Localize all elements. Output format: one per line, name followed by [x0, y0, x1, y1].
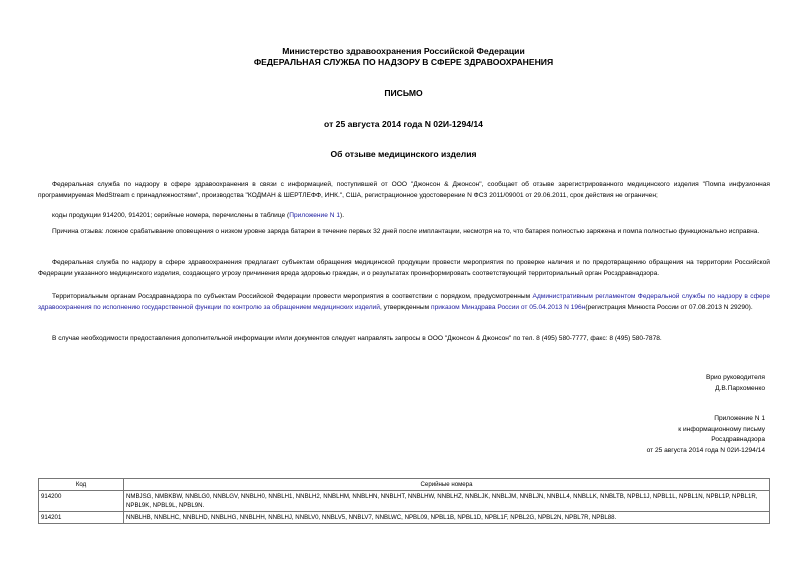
table-cell-serials: NMBJSG, NMBKBW, NNBLG0, NNBLGV, NNBLH0, NNBLH1, NNBLH2, NNBLHM, NNBLHN, NNBLHT, NNBLHW, NNBLHZ, NNBLJK, NNBLJM, NNBLJN, NNBLL4, NNBLLK, NNBLTB, NPBL1J, NPBL1L, NPBL1N, NPBL1P, NPBL1R, NPBL9K, NPBL9L, NPBL9N.	[124, 491, 770, 512]
table-cell-code: 914201	[39, 512, 124, 524]
document-subject: Об отзыве медицинского изделия	[330, 149, 477, 159]
paragraph-contacts: В случае необходимости предоставления дополнительной информации и/или документов следует направлять запросы в ООО "Джонсон & Джонсон" по тел. 8 (495) 580-7777, факс: 8 (495) 580-7878.	[52, 335, 662, 342]
appendix-line-2: к информационному письму	[678, 425, 765, 433]
paragraph-recall-reason: Причина отзыва: ложное срабатывание оповещения о низком уровне заряда батареи в течение первых 32 дней после имплантации, несмотря на то, что батарея полностью заряжена и помпа полностью функционально исправна.	[52, 228, 760, 235]
appendix-link[interactable]: Приложение N 1	[289, 212, 341, 219]
appendix-header	[647, 414, 765, 456]
product-codes-text-end: ).	[340, 212, 345, 219]
document-type: ПИСЬМО	[384, 88, 423, 98]
column-header-serials: Серийные номера	[124, 479, 770, 491]
paragraph-recall-notice: Федеральная служба по надзору в сфере здравоохранения в связи с информацией, поступившей от ООО "Джонсон & Джонсон", сообщает об отзыве зарегистрированного медицинского изделия "Помпа инфузионная программируемая MedStream с принадлежностями", производства "КОДМАН & ШЕРТЛЕФФ, ИНК.", США, регистрационное удостоверение N ФСЗ 2011/09001 от 29.06.2011, срок действия не ограничен;	[38, 181, 770, 200]
paragraph-territorial-bodies	[38, 291, 770, 313]
paragraph-product-codes	[38, 210, 770, 221]
territorial-text: Территориальным органам Росздравнадзора по субъектам Российской Федерации провести мероприятия в соответствии с порядком, предусмотренным	[52, 293, 533, 300]
appendix-title: Приложение N 1	[714, 415, 765, 422]
column-header-code: Код	[39, 479, 124, 491]
paragraph-proposal: Федеральная служба по надзору в сфере здравоохранения предлагает субъектам обращения медицинской продукции провести мероприятия по проверке наличия и по предотвращению обращения на территории Российской Федерации указанного медицинского изделия, создающего угрозу причинения вреда здоровью граждан, и о результатах проинформировать соответствующий территориальный орган Росздравнадзора.	[38, 259, 770, 278]
serial-numbers-table	[38, 478, 770, 524]
table-cell-code: 914200	[39, 491, 124, 512]
service-title: ФЕДЕРАЛЬНАЯ СЛУЖБА ПО НАДЗОРУ В СФЕРЕ ЗДРАВООХРАНЕНИЯ	[253, 57, 554, 67]
product-codes-text: коды продукции 914200, 914201; серийные номера, перечислены в таблице (	[52, 212, 290, 219]
document-date-number: от 25 августа 2014 года N 02И-1294/14	[324, 119, 483, 129]
regulation-link[interactable]: Административным регламентом Федеральной службы по надзору в сфере здравоохранения по исполнению государственной функции по контролю за обращением медицинских изделий	[38, 293, 770, 312]
signature-block	[706, 373, 765, 394]
appendix-line-3: Росздравнадзора	[711, 436, 765, 443]
table-row	[39, 491, 770, 512]
table-row	[39, 512, 770, 524]
signature-position: Врио руководителя	[705, 374, 765, 381]
table-header-row	[39, 479, 770, 491]
order-link[interactable]: приказом Минздрава России от 05.04.2013 N 196н	[431, 304, 586, 312]
ministry-title: Министерство здравоохранения Российской Федерации	[282, 46, 525, 56]
signature-name: Д.В.Пархоменко	[715, 384, 765, 392]
appendix-line-4: от 25 августа 2014 года N 02И-1294/14	[646, 446, 765, 454]
territorial-text-end: (регистрация Минюста России от 07.08.2013 N 29290).	[585, 304, 753, 312]
table-cell-serials: NNBLHB, NNBLHC, NNBLHD, NNBLHG, NNBLHH, NNBLHJ, NNBLV0, NNBLV5, NNBLV7, NNBLWC, NPBL09, NPBL1B, NPBL1D, NPBL1F, NPBL2G, NPBL2N, NPBL7R, NPBL88.	[124, 512, 770, 524]
territorial-text-mid: , утвержденным	[379, 304, 431, 312]
